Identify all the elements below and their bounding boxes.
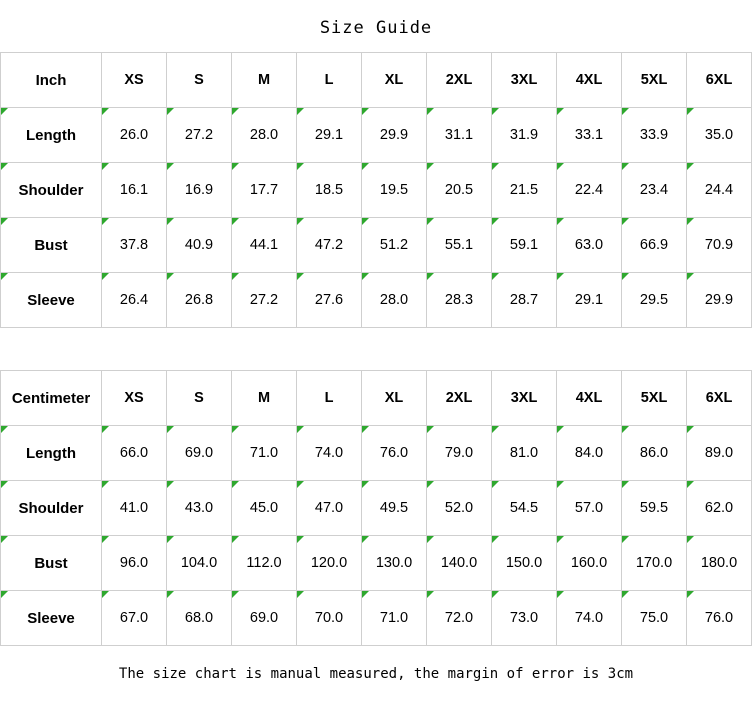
cell-bust-l: 47.2	[297, 218, 362, 273]
cell-length-s: 27.2	[167, 108, 232, 163]
column-header-3xl: 3XL	[492, 53, 557, 108]
cell-shoulder-xl: 49.5	[362, 481, 427, 536]
row-label-length: Length	[1, 108, 102, 163]
column-header-xs: XS	[102, 371, 167, 426]
cell-bust-5xl: 66.9	[622, 218, 687, 273]
cell-sleeve-6xl: 76.0	[687, 591, 752, 646]
cell-sleeve-4xl: 74.0	[557, 591, 622, 646]
table-row	[1, 108, 752, 163]
column-header-xl: XL	[362, 371, 427, 426]
measurement-disclaimer: The size chart is manual measured, the margin of error is 3cm	[118, 666, 634, 682]
cell-shoulder-2xl: 20.5	[427, 163, 492, 218]
cell-bust-2xl: 140.0	[427, 536, 492, 591]
cell-bust-xs: 37.8	[102, 218, 167, 273]
cell-sleeve-2xl: 72.0	[427, 591, 492, 646]
cell-length-5xl: 33.9	[622, 108, 687, 163]
cell-shoulder-5xl: 59.5	[622, 481, 687, 536]
cell-length-l: 29.1	[297, 108, 362, 163]
cell-length-3xl: 81.0	[492, 426, 557, 481]
column-header-5xl: 5XL	[622, 53, 687, 108]
cell-length-6xl: 89.0	[687, 426, 752, 481]
cell-bust-4xl: 63.0	[557, 218, 622, 273]
cell-bust-xl: 51.2	[362, 218, 427, 273]
row-label-bust: Bust	[1, 218, 102, 273]
cell-bust-6xl: 180.0	[687, 536, 752, 591]
cell-bust-s: 104.0	[167, 536, 232, 591]
cell-shoulder-l: 47.0	[297, 481, 362, 536]
cell-shoulder-2xl: 52.0	[427, 481, 492, 536]
cell-length-4xl: 33.1	[557, 108, 622, 163]
cell-sleeve-s: 68.0	[167, 591, 232, 646]
page-title: Size Guide	[319, 18, 433, 38]
size-table-centimeter	[0, 370, 752, 646]
cell-bust-l: 120.0	[297, 536, 362, 591]
cell-shoulder-m: 17.7	[232, 163, 297, 218]
unit-label-centimeter: Centimeter	[1, 371, 102, 426]
row-label-sleeve: Sleeve	[1, 591, 102, 646]
cell-shoulder-3xl: 21.5	[492, 163, 557, 218]
column-header-l: L	[297, 371, 362, 426]
cell-shoulder-6xl: 24.4	[687, 163, 752, 218]
table-separator	[0, 328, 752, 370]
cell-length-xs: 26.0	[102, 108, 167, 163]
cell-sleeve-m: 69.0	[232, 591, 297, 646]
table-row	[1, 426, 752, 481]
column-header-4xl: 4XL	[557, 53, 622, 108]
table-row	[1, 591, 752, 646]
cell-shoulder-s: 16.9	[167, 163, 232, 218]
column-header-s: S	[167, 53, 232, 108]
column-header-6xl: 6XL	[687, 53, 752, 108]
table-row	[1, 536, 752, 591]
column-header-3xl: 3XL	[492, 371, 557, 426]
column-header-2xl: 2XL	[427, 371, 492, 426]
table-row	[1, 163, 752, 218]
column-header-6xl: 6XL	[687, 371, 752, 426]
cell-length-2xl: 79.0	[427, 426, 492, 481]
cell-shoulder-6xl: 62.0	[687, 481, 752, 536]
cell-shoulder-xl: 19.5	[362, 163, 427, 218]
cell-sleeve-6xl: 29.9	[687, 273, 752, 328]
cell-sleeve-3xl: 73.0	[492, 591, 557, 646]
table-header-row	[1, 371, 752, 426]
cell-bust-5xl: 170.0	[622, 536, 687, 591]
cell-sleeve-4xl: 29.1	[557, 273, 622, 328]
cell-sleeve-m: 27.2	[232, 273, 297, 328]
column-header-m: M	[232, 53, 297, 108]
cell-shoulder-4xl: 22.4	[557, 163, 622, 218]
cell-sleeve-2xl: 28.3	[427, 273, 492, 328]
cell-bust-xl: 130.0	[362, 536, 427, 591]
cell-shoulder-4xl: 57.0	[557, 481, 622, 536]
column-header-s: S	[167, 371, 232, 426]
cell-length-l: 74.0	[297, 426, 362, 481]
cell-shoulder-5xl: 23.4	[622, 163, 687, 218]
cell-length-s: 69.0	[167, 426, 232, 481]
cell-sleeve-xl: 28.0	[362, 273, 427, 328]
cell-length-xs: 66.0	[102, 426, 167, 481]
cell-sleeve-3xl: 28.7	[492, 273, 557, 328]
table-row	[1, 218, 752, 273]
column-header-m: M	[232, 371, 297, 426]
cell-length-6xl: 35.0	[687, 108, 752, 163]
column-header-5xl: 5XL	[622, 371, 687, 426]
row-label-sleeve: Sleeve	[1, 273, 102, 328]
cell-shoulder-m: 45.0	[232, 481, 297, 536]
cell-length-m: 28.0	[232, 108, 297, 163]
cell-length-xl: 29.9	[362, 108, 427, 163]
cell-bust-xs: 96.0	[102, 536, 167, 591]
cell-bust-6xl: 70.9	[687, 218, 752, 273]
cell-sleeve-5xl: 75.0	[622, 591, 687, 646]
cell-bust-3xl: 150.0	[492, 536, 557, 591]
table-row	[1, 273, 752, 328]
cell-sleeve-l: 70.0	[297, 591, 362, 646]
cell-bust-4xl: 160.0	[557, 536, 622, 591]
column-header-xs: XS	[102, 53, 167, 108]
cell-length-4xl: 84.0	[557, 426, 622, 481]
column-header-2xl: 2XL	[427, 53, 492, 108]
cell-length-3xl: 31.9	[492, 108, 557, 163]
column-header-l: L	[297, 53, 362, 108]
cell-shoulder-s: 43.0	[167, 481, 232, 536]
cell-shoulder-l: 18.5	[297, 163, 362, 218]
cell-bust-3xl: 59.1	[492, 218, 557, 273]
row-label-shoulder: Shoulder	[1, 163, 102, 218]
cell-shoulder-3xl: 54.5	[492, 481, 557, 536]
column-header-4xl: 4XL	[557, 371, 622, 426]
size-table-inch	[0, 52, 752, 328]
cell-length-5xl: 86.0	[622, 426, 687, 481]
cell-shoulder-xs: 41.0	[102, 481, 167, 536]
cell-bust-m: 44.1	[232, 218, 297, 273]
cell-sleeve-s: 26.8	[167, 273, 232, 328]
cell-length-m: 71.0	[232, 426, 297, 481]
cell-sleeve-5xl: 29.5	[622, 273, 687, 328]
cell-bust-m: 112.0	[232, 536, 297, 591]
cell-sleeve-xl: 71.0	[362, 591, 427, 646]
cell-sleeve-l: 27.6	[297, 273, 362, 328]
unit-label-inch: Inch	[1, 53, 102, 108]
cell-length-2xl: 31.1	[427, 108, 492, 163]
row-label-shoulder: Shoulder	[1, 481, 102, 536]
cell-bust-2xl: 55.1	[427, 218, 492, 273]
column-header-xl: XL	[362, 53, 427, 108]
cell-shoulder-xs: 16.1	[102, 163, 167, 218]
cell-bust-s: 40.9	[167, 218, 232, 273]
cell-sleeve-xs: 26.4	[102, 273, 167, 328]
cell-length-xl: 76.0	[362, 426, 427, 481]
table-header-row	[1, 53, 752, 108]
row-label-bust: Bust	[1, 536, 102, 591]
cell-sleeve-xs: 67.0	[102, 591, 167, 646]
table-row	[1, 481, 752, 536]
row-label-length: Length	[1, 426, 102, 481]
